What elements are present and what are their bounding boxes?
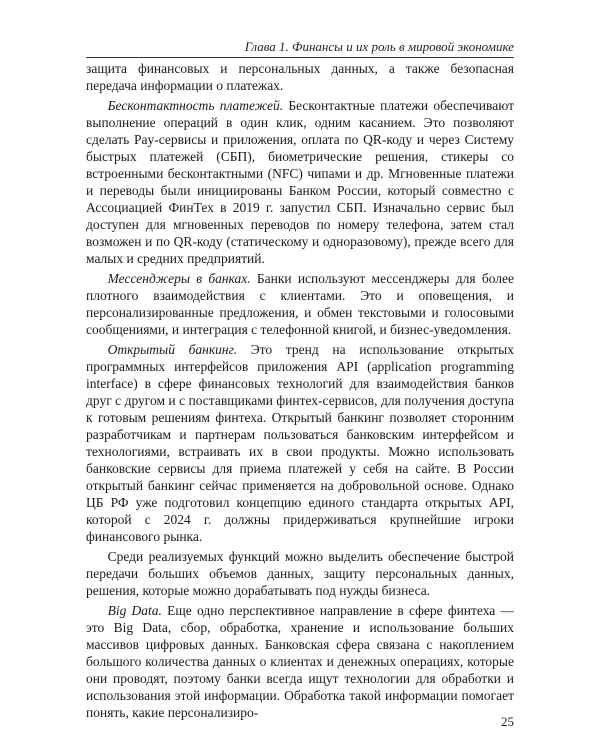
paragraph-text: защита финансовых и персональных данных, а также безопасная передача информации о платежах. xyxy=(86,61,514,93)
paragraph-lead: Мессенджеры в банках. xyxy=(107,271,251,286)
paragraph-text: Бесконтактные платежи обеспечивают выполнение операций в один клик, одним касанием. Это позволяют сделать Pay-сервисы и приложения, оплата по QR-коду и через Систему быстрых платежей (СБП), биометрические решения, стикеры со встроенными бесконтактными (NFC) чипами и др. Мгновенные платежи и переводы были инициированы Банком России, который совместно с Ассоциацией ФинТех в 2019 г. запустил СБП. Изначально сервис был доступен для мгновенных переводов по номеру телефона, затем стал возможен и по QR-коду (статическому и одноразовому), прежде всего для малых и средних предприятий. xyxy=(86,98,514,266)
paragraph-contactless-payments xyxy=(86,97,514,267)
paragraph-text: Среди реализуемых функций можно выделить обеспечение быстрой передачи больших объемов данных, защиту персональных данных, решения, которые можно дорабатывать под нужды бизнеса. xyxy=(86,549,514,598)
paragraph-functions xyxy=(86,548,514,599)
running-head: Глава 1. Финансы и их роль в мировой экономике xyxy=(244,39,514,54)
header-rule xyxy=(86,57,514,58)
paragraph-text: Это тренд на использование открытых программных интерфейсов приложения API (application programming interface) в сфере финансовых технологий для взаимодействия банков друг с другом и с поставщиками финтех-сервисов, для получения доступа к готовым решениям финтеха. Открытый банкинг позволяет сторонним разработчикам и партнерам пользоваться банковским интерфейсом и технологиями, встраивать их в свои продукты. Можно использовать банковские сервисы для приема платежей у себя на сайте. В России открытый банкинг сейчас применяется на добровольной основе. Однако ЦБ РФ уже подготовил концепцию единого стандарта открытых API, которой с 2024 г. должны придерживаться крупнейшие игроки финансового рынка. xyxy=(86,342,514,544)
page-number: 25 xyxy=(501,714,514,729)
paragraph-text: Еще одно перспективное направление в сфере финтеха — это Big Data, сбор, обработка, хранение и использование больших массивов цифровых данных. Банковская сфера связана с накоплением большого количества данных о клиентах и денежных операциях, которые они проводят, поэтому банки всегда ищут технологии для обработки и использования этой информации. Обработка такой информации помогает понять, какие персонализиро- xyxy=(86,603,514,720)
paragraph-messengers-in-banks xyxy=(86,270,514,338)
paragraph-lead: Открытый банкинг. xyxy=(107,342,238,357)
paragraph-text: Банки используют мессенджеры для более плотного взаимодействия с клиентами. Это и оповещения, и персонализированные предложения, и обмен текстовыми и голосовыми сообщениями, и интеграция с телефонной книгой, и бизнес-уведомления. xyxy=(86,271,514,337)
paragraph-open-banking xyxy=(86,341,514,545)
body-text xyxy=(86,60,514,721)
paragraph-lead: Бесконтактность платежей. xyxy=(107,98,284,113)
paragraph-big-data xyxy=(86,602,514,721)
paragraph-continuation xyxy=(86,60,514,94)
paragraph-lead: Big Data. xyxy=(107,603,162,618)
